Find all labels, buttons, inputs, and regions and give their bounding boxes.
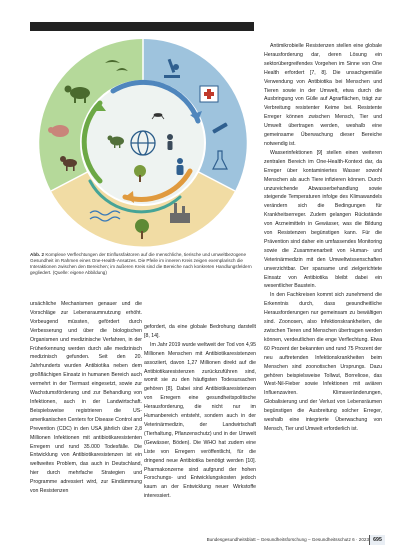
paragraph: Antimikrobielle Resistenzen stellen eine globale Herausforderung dar, deren Lösung ein sektorübergreifendes Vorgehen im Sinne von One Health erfordert [7, 8]. Die unsachgemäße Verwendung von Antibiotika bei Menschen und Tieren sowie in der Umwelt, etwa durch die Ausbringung von Gülle auf Agrarflächen, trägt zur Verbreitung resistenter Keime bei. Resistente Erreger können zwischen Mensch, Tier und Umwelt übertragen werden, weshalb eine gemeinsame Überwachung dieser Bereiche notwendig ist. [264, 43, 382, 147]
text-column-middle [144, 323, 256, 501]
person-icon [167, 134, 173, 150]
journal-reference: Bundesgesundheitsblatt – Gesundheitsforschung – Gesundheitsschutz 6 · 2023 [206, 537, 369, 542]
paragraph: In den Fachkreisen kommt sich zunehmend die Erkenntnis durch, dass gesundheitliche Herausforderungen nur gemeinsam zu bewältigen sind. Zoonosen, also Infektionskrankheiten, die zwischen Tieren und Menschen übertragen werden können, verdeutlichen die enge Verflechtung. Etwa 60 Prozent der bekannten und rund 75 Prozent der neu auftretenden Infektionskrankheiten beim Menschen sind zoonotischen Ursprungs. Dazu gehören beispielsweise Tollwut, Borreliose, das West-Nil-Fieber sowie Infektionen mit aviären Influenzaviren. Klimaveränderungen, Globalisierung und der Verlust von Lebensräumen begünstigen die Ausbreitung solcher Erreger, weshalb eine integrierte Überwachung von Mensch, Tier und Umwelt erforderlich ist. [264, 292, 382, 432]
text-column-left [30, 300, 142, 496]
one-health-diagram [30, 31, 256, 249]
one-health-illustration [30, 31, 256, 249]
page-footer [30, 535, 385, 545]
text-column-right [264, 42, 382, 434]
figure-caption-text: Komplexe Verflechtungen der Einflussfaktoren auf die menschliche, tierische und umweltbezogene Gesundheit im Rahmen eines One-Health-Ansatzes. Die Pfeile im inneren Kreis zeigen exemplarisch die Interaktionen zwischen den Bereichen; im äußeren Kreis sind die Bereiche nach konkreten Handlungsfeldern gegliedert. (Quelle: eigene Abbildung) [30, 252, 252, 276]
figure-header-bar [30, 22, 254, 31]
hospital-icon [200, 86, 218, 102]
paragraph: Im Jahr 2019 wurde weltweit der Tod von 4,95 Millionen Menschen mit Antibiotikaresistenzen assoziiert, davon 1,27 Millionen direkt auf die Antibiotikaresistenzen zurückzuführen sind, womit sie zu den häufigsten Todesursachen gehören [8]. Dabei sind Antibiotikaresistenzen von Erregern eine gesundheitspolitische Herausforderung, die nicht nur im Humanbereich entsteht, sondern auch in der Veterinärmedizin, der Landwirtschaft (Tierhaltung, Pflanzenschutz) und in der Umwelt (Gewässer, Böden). Die WHO hat zudem eine Liste von Erregern veröffentlicht, für die dringend neue Antibiotika benötigt werden [10]. Pharmakonzerne sind aufgrund der hohen Forschungs- und Entwicklungskosten jedoch kaum an der Entwicklung neuer Wirkstoffe interessiert. [144, 341, 256, 500]
page-number: 695 [369, 535, 385, 545]
paragraph: Wasserinfektionen [9] stellen einen weiteren zentralen Bereich im One-Health-Kontext dar, da Erreger über kontaminiertes Wasser sowohl Menschen als auch Tiere infizieren können. Durch unzureichende Abwasserbehandlung sowie steigende Temperaturen infolge des Klimawandels verändern sich die Bedingungen für Krankheitserreger. Zudem gelangen Rückstände von Arzneimitteln in Gewässer, was die Bildung von Resistenzen begünstigen kann. Für die Prävention sind daher ein umfassendes Monitoring sowie die Zusammenarbeit von Human- und Veterinärmedizin mit den Umweltwissenschaften unverzichtbar. Der sparsame und zielgerichtete Einsatz von Antibiotika bleibt dabei ein wesentlicher Baustein. [264, 149, 382, 290]
figure-caption [30, 252, 254, 276]
figure-label: Abb. 2 [30, 252, 45, 257]
paragraph: ursächliche Mechanismen genauer und die Vorschläge zur Lebensraumnutzung erhöht. Vorbeugend müssten, gefördert durch Verbesserung und über die biologischen Organismen und medizinische Verfahren, in der Früherkennung werden durch alle medizinisch medizinisch gefunden. Seit den 20. Jahrhunderts wurden Antibiotika neben dem großflächigen Einsatz in humanen Bereich auch vermehrt in der Tiermast eingesetzt, sowie zur Wachstumsförderung und zur Behandlung von Infektionen, auch in der Landwirtschaft. Beispielsweise registrieren die US-amerikanischen Centers for Disease Control and Prevention (CDC) in den USA jährlich über 2,8 Millionen Infektionen mit antibiotikaresistenten Erregern und rund 35.000 Todesfälle. Die Entwicklung von Antibiotikaresistenzen ist ein weltweites Problem, das auch in Deutschland, hier durch mehrfache Strategien und Programme adressiert wird, zur Eindämmung von Resistenzen [30, 301, 142, 495]
paragraph: gefordert, da eine globale Bedrohung darstellt [8, 14]. [144, 324, 256, 339]
doctor-icon [177, 158, 184, 175]
